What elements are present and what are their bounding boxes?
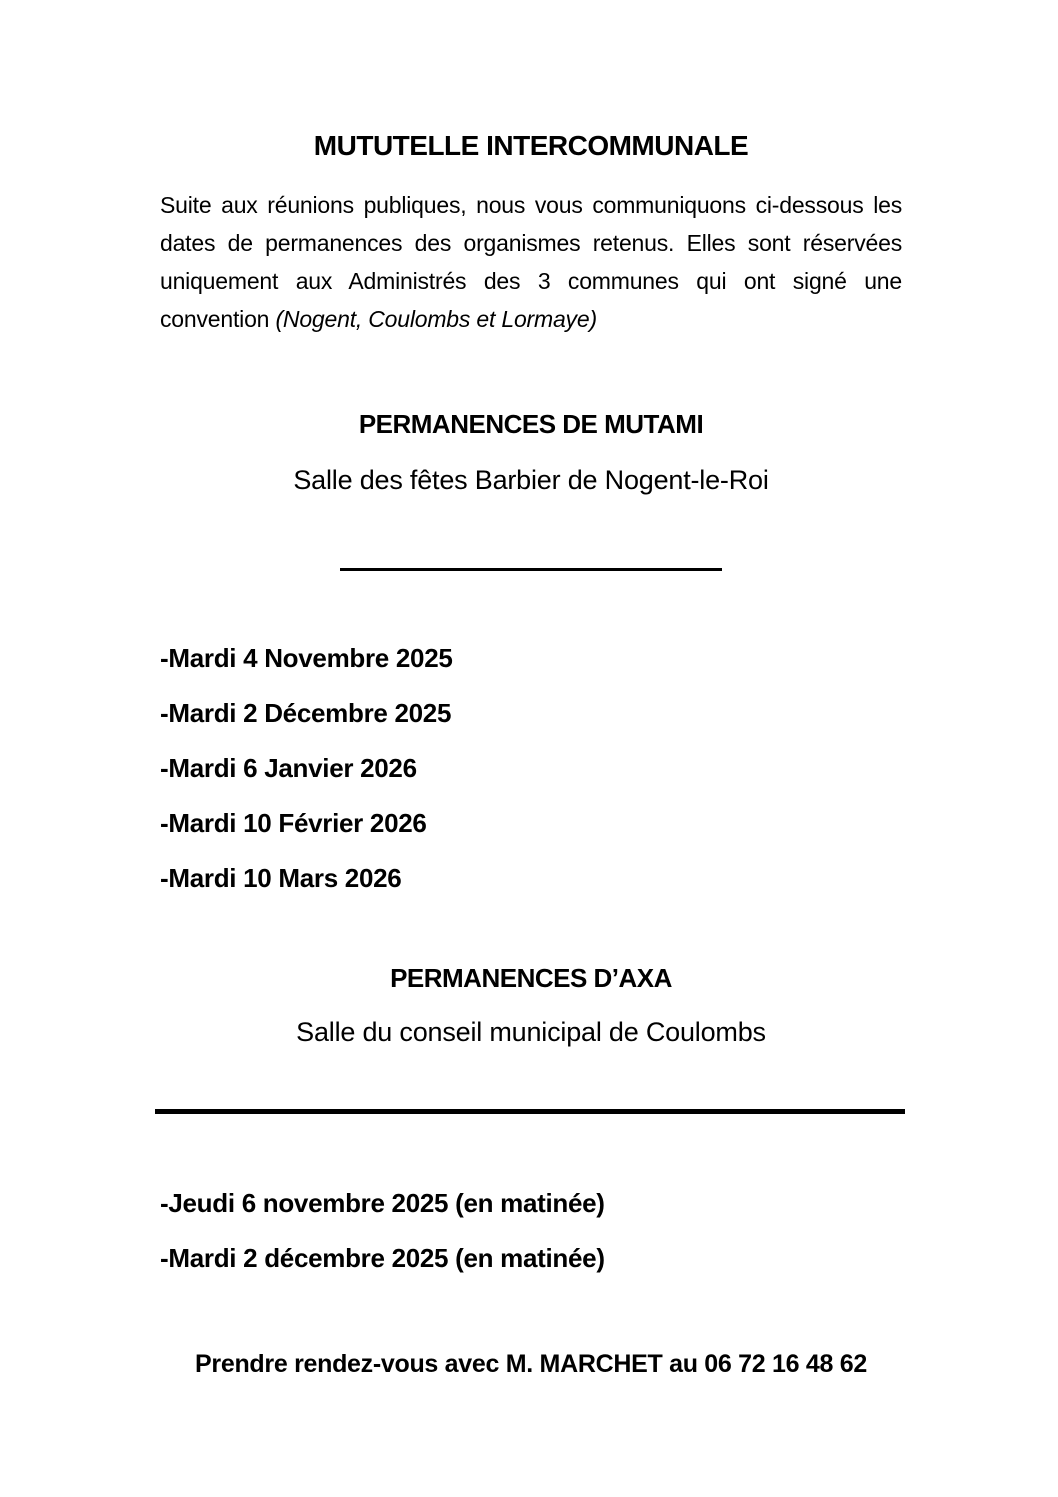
section-axa-heading: PERMANENCES D’AXA	[390, 963, 672, 994]
mutami-date-item: -Mardi 2 Décembre 2025	[160, 698, 452, 729]
page-content	[0, 130, 1058, 1379]
mutami-date-item: -Mardi 6 Janvier 2026	[160, 753, 417, 784]
intro-text: Suite aux réunions publiques, nous vous communiquons ci-dessous les dates de permanences des organismes retenus. Elles sont réservées uniquement aux Administrés des 3 communes qui ont signé une convention	[160, 192, 902, 333]
separator-line-short	[340, 568, 722, 571]
intro-paragraph	[160, 186, 902, 338]
mutami-date-item: -Mardi 10 Février 2026	[160, 808, 427, 839]
mutami-date-item: -Mardi 10 Mars 2026	[160, 863, 402, 894]
mutami-date-item: -Mardi 4 Novembre 2025	[160, 643, 453, 674]
axa-date-item: -Jeudi 6 novembre 2025 (en matinée)	[160, 1187, 605, 1218]
axa-dates-list	[160, 1188, 902, 1274]
section-axa-location: Salle du conseil municipal de Coulombs	[296, 1017, 766, 1048]
mutami-dates-list	[160, 643, 902, 894]
document-title: MUTUTELLE INTERCOMMUNALE	[313, 130, 749, 161]
intro-communes-italic: (Nogent, Coulombs et Lormaye)	[275, 306, 597, 333]
contact-line: Prendre rendez-vous avec M. MARCHET au 06 72 16 48 62	[195, 1349, 867, 1378]
section-mutami-location: Salle des fêtes Barbier de Nogent-le-Roi	[293, 465, 769, 496]
separator-line-long	[155, 1109, 905, 1114]
axa-date-item: -Mardi 2 décembre 2025 (en matinée)	[160, 1242, 605, 1273]
section-mutami-heading: PERMANENCES DE MUTAMI	[358, 409, 704, 440]
